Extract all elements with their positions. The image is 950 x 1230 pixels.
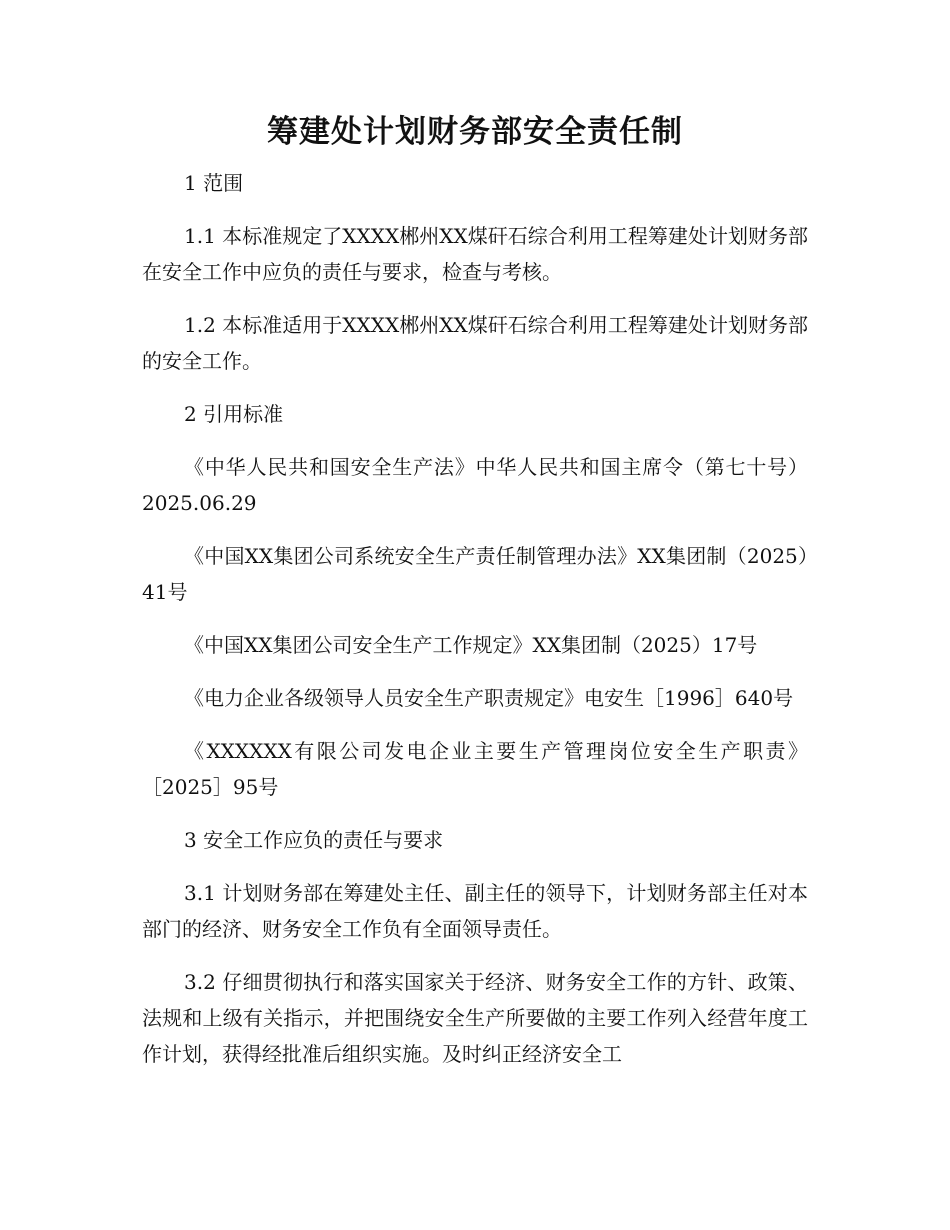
section-heading-references: 2 引用标准 xyxy=(184,402,284,426)
paragraph-1-1: 1.1 本标准规定了XXXX郴州XX煤矸石综合利用工程筹建处计划财务部在安全工作中应负的责任与要求，检查与考核。 xyxy=(142,224,808,284)
reference-item-5: 《XXXXXX有限公司发电企业主要生产管理岗位安全生产职责》［2025］95号 xyxy=(142,739,808,799)
paragraph-3-2: 3.2 仔细贯彻执行和落实国家关于经济、财务安全工作的方针、政策、法规和上级有关指示，并把围绕安全生产所要做的主要工作列入经营年度工作计划，获得经批准后组织实施。及时纠正经济安全工 xyxy=(142,970,808,1066)
section-heading-scope: 1 范围 xyxy=(184,171,244,195)
reference-item-4: 《电力企业各级领导人员安全生产职责规定》电安生［1996］640号 xyxy=(184,686,794,710)
reference-item-3: 《中国XX集团公司安全生产工作规定》XX集团制（2025）17号 xyxy=(184,633,758,657)
document-title: 筹建处计划财务部安全责任制 xyxy=(267,114,683,150)
section-heading-responsibilities: 3 安全工作应负的责任与要求 xyxy=(184,828,444,852)
paragraph-1-2: 1.2 本标准适用于XXXX郴州XX煤矸石综合利用工程筹建处计划财务部的安全工作。 xyxy=(142,313,808,373)
paragraph-3-1: 3.1 计划财务部在筹建处主任、副主任的领导下，计划财务部主任对本部门的经济、财务安全工作负有全面领导责任。 xyxy=(142,881,808,941)
reference-item-2: 《中国XX集团公司系统安全生产责任制管理办法》XX集团制（2025）41号 xyxy=(142,544,808,604)
document-body xyxy=(142,165,808,1089)
reference-item-1: 《中华人民共和国安全生产法》中华人民共和国主席令（第七十号）2025.06.29 xyxy=(142,455,808,515)
